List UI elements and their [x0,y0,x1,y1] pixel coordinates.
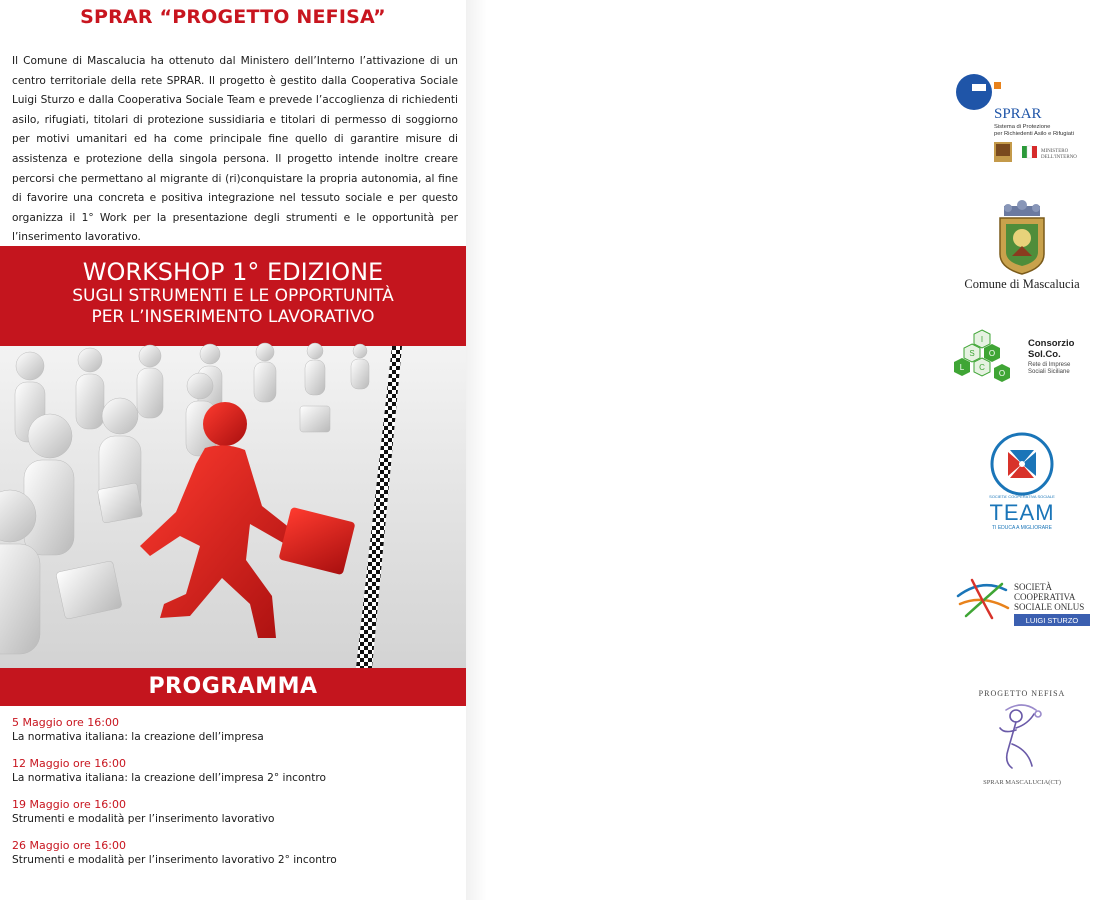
sturzo-line-2: COOPERATIVA [1014,592,1076,602]
sturzo-line-1: SOCIETÀ [1014,582,1052,592]
page-title: SPRAR “PROGETTO NEFISA” [80,6,386,28]
team-tagline: TI EDUCA A MIGLIORARE [991,525,1053,531]
nefisa-title: PROGETTO NEFISA [978,689,1066,698]
sprar-square-icon [994,82,1001,89]
consorzio-sub-1: Rete di Imprese [1028,362,1071,368]
flyer-main [0,0,466,900]
schedule-date: 5 Maggio ore 16:00 [12,716,119,729]
sturzo-swirl-icon [958,580,1008,618]
schedule-item [12,712,458,753]
ministero-label-2: DELL’INTERNO [1041,155,1077,160]
svg-text:C: C [979,363,985,372]
banner-line-3: PER L’INSERIMENTO LAVORATIVO [91,307,375,327]
consorzio-solco-logo [942,322,1102,392]
consorzio-sub-2: Sociali Siciliane [1028,369,1070,375]
svg-text:O: O [988,349,996,358]
nefisa-footer: SPRAR MASCALUCIA(CT) [983,779,1061,786]
schedule-item [12,753,458,794]
svg-text:O: O [998,369,1006,378]
consorzio-name-1: Consorzio [1028,338,1075,349]
running-figures-illustration [0,346,466,668]
hexagon-cluster-icon [954,330,1010,382]
sprar-circle-icon [956,74,992,110]
nefisa-figure-icon [1000,705,1041,768]
schedule-list [12,712,458,876]
sturzo-line-4: LUIGI STURZO [1025,616,1079,625]
workshop-banner [0,246,466,346]
intro-paragraph: Il Comune di Mascalucia ha ottenuto dal Ministero dell’Interno l’attivazione di un centro territoriale della rete SPRAR. Il progetto è gestito dalla Cooperativa Sociale Luigi Sturzo e dalla Cooperativa Sociale Team e prevede l’accoglienza di richiedenti asilo, rifugiati, titolari di protezione sussidiaria e titolari di permesso di soggiorno per motivi umanitari ed ha come principale fine quello di garantire misure di assistenza e protezione della singola persona. Il progetto intende inoltre creare percorsi che permettano al migrante di (ri)conquistare la propria autonomia, al fine di favorire una concreta e positiva integrazione nel tessuto sociale e per questo organizza il 1° Work per la presentazione degli strumenti e le opportunità per l’inserimento lavorativo. [12,55,458,244]
sprar-logo [942,70,1102,170]
schedule-item [12,835,458,876]
ministero-label-1: MINISTERO [1041,149,1069,154]
team-logo [942,430,1102,534]
sprar-name: SPRAR [994,106,1042,122]
svg-text:S: S [969,349,975,358]
programma-header: PROGRAMMA [0,668,466,706]
sturzo-line-3: SOCIALE ONLUS [1014,602,1085,612]
comune-logo [942,198,1102,294]
sprar-sub-2: per Richiedenti Asilo e Rifugiati [994,131,1074,137]
team-ring-icon [992,434,1052,494]
schedule-item [12,794,458,835]
comune-name: Comune di Mascalucia [964,277,1080,291]
team-name: TEAM [989,500,1055,525]
team-ring-text: SOCIETA' COOPERATIVA SOCIALE [989,494,1055,499]
schedule-date: 19 Maggio ore 16:00 [12,798,126,811]
svg-text:L: L [959,363,965,372]
consorzio-name-2: Sol.Co. [1028,349,1061,360]
running-figures-photo [0,346,466,668]
schedule-topic: Strumenti e modalità per l’inserimento lavorativo [12,813,275,825]
luigi-sturzo-logo [942,566,1102,636]
progetto-nefisa-logo [942,684,1102,794]
schedule-date: 26 Maggio ore 16:00 [12,839,126,852]
sprar-sub-1: Sistema di Protezione [994,124,1051,130]
schedule-topic: La normativa italiana: la creazione dell’impresa 2° incontro [12,772,326,784]
schedule-date: 12 Maggio ore 16:00 [12,757,126,770]
schedule-topic: Strumenti e modalità per l’inserimento lavorativo 2° incontro [12,854,337,866]
svg-text:I: I [980,335,984,344]
banner-line-2: SUGLI STRUMENTI E LE OPPORTUNITÀ [72,286,394,306]
schedule-topic: La normativa italiana: la creazione dell’impresa [12,731,264,743]
banner-line-1: WORKSHOP 1° EDIZIONE [82,258,384,286]
municipal-crest-icon [1000,200,1044,274]
italy-flag-icon [1022,146,1027,158]
partner-logos-column [466,0,1085,900]
